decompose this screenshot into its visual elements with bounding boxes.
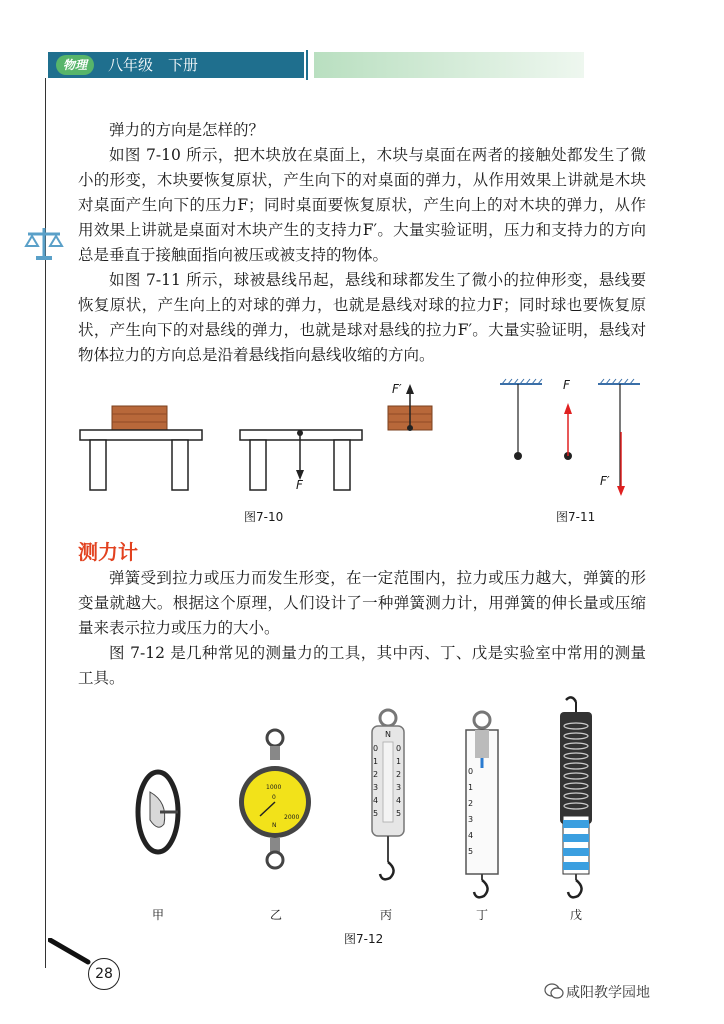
wechat-icon xyxy=(544,982,564,1000)
tick-label: 4 xyxy=(373,796,379,805)
figure-caption: 图7-10 xyxy=(244,510,284,524)
dial-text: N xyxy=(272,822,277,829)
balance-scale-icon xyxy=(24,224,64,264)
tool-label: 甲 xyxy=(152,908,165,922)
dial-text: 0 xyxy=(272,794,276,801)
tool-label: 丁 xyxy=(476,908,489,922)
tick-label: 4 xyxy=(396,796,402,805)
tick-label: 5 xyxy=(468,847,474,856)
tick-label: 4 xyxy=(468,831,474,840)
paragraph: 弹簧受到拉力或压力而发生形变，在一定范围内，拉力或压力越大，弹簧的形变量就越大。根据这个原理，人们设计了一种弹簧测力计，用弹簧的伸长量或压缩量来表示拉力或压力的大小。 xyxy=(78,569,646,637)
scale-letter: N xyxy=(385,730,391,739)
tick-label: 2 xyxy=(396,770,402,779)
tick-label: 3 xyxy=(396,783,402,792)
tick-label: 5 xyxy=(396,809,402,818)
header-separator xyxy=(306,50,308,80)
tick-label: 0 xyxy=(396,744,402,753)
scale-ticks xyxy=(396,742,404,820)
section-title: 测力计 xyxy=(78,540,138,564)
body-text-section xyxy=(78,566,646,691)
figure-7-10 xyxy=(72,378,442,498)
tick-label: 1 xyxy=(396,757,402,766)
figure-caption: 图7-11 xyxy=(556,510,596,524)
watermark-text: 咸阳教学园地 xyxy=(566,985,650,1001)
tick-label: 5 xyxy=(373,809,379,818)
tick-label: 3 xyxy=(373,783,379,792)
label-F: F xyxy=(563,378,570,392)
tick-label: 3 xyxy=(468,815,474,824)
dial-text: 2000 xyxy=(284,814,300,821)
figure-7-12 xyxy=(120,692,620,908)
tool-label: 乙 xyxy=(270,908,283,922)
label-F: F xyxy=(296,478,303,492)
paragraph: 如图 7-10 所示，把木块放在桌面上，木块与桌面在两者的接触处都发生了微小的形变，木块要恢复原状，产生向下的对桌面的弹力，从作用效果上讲就是木块对桌面产生向下的压力F；同时桌面要恢复原状，产生向上的对木块的弹力，从作用效果上讲就是桌面对木块产生的支持力F′。大量实验证明，压力和支持力的方向总是垂直于接触面指向被压或被支持的物体。 xyxy=(78,146,646,264)
tick-label: 0 xyxy=(468,767,474,776)
tick-label: 1 xyxy=(373,757,379,766)
body-text-top xyxy=(78,118,646,368)
scale-ticks xyxy=(468,764,476,860)
scale-ticks xyxy=(373,742,381,820)
dial-text: 1000 xyxy=(266,784,282,791)
page-number: 28 xyxy=(88,958,120,990)
paragraph: 图 7-12 是几种常见的测量力的工具，其中丙、丁、戊是实验室中常用的测量工具。 xyxy=(78,644,646,687)
figure-caption: 图7-12 xyxy=(344,932,384,946)
grip-dynamometer xyxy=(138,772,178,852)
tick-label: 2 xyxy=(373,770,379,779)
tick-label: 1 xyxy=(468,783,474,792)
paragraph: 弹力的方向是怎样的？ xyxy=(109,121,265,139)
tick-label: 2 xyxy=(468,799,474,808)
header-gradient xyxy=(314,52,584,78)
figure-7-11 xyxy=(490,372,650,502)
paragraph: 如图 7-11 所示，球被悬线吊起，悬线和球都发生了微小的拉伸形变，悬线要恢复原状，产生向上的对球的弹力，也就是悬线对球的拉力F；同时球也要恢复原状，产生向下的对悬线的弹力，也就是球对悬线的拉力F′。大量实验证明，悬线对物体拉力的方向总是沿着悬线指向悬线收缩的方向。 xyxy=(78,271,646,364)
tick-label: 0 xyxy=(373,744,379,753)
tool-label: 丙 xyxy=(380,908,393,922)
label-F-prime: F′ xyxy=(392,382,402,396)
subject-badge: 物理 xyxy=(56,55,94,75)
cylinder-spring-scale xyxy=(560,697,592,897)
tool-label: 戊 xyxy=(570,908,583,922)
label-F-prime: F′ xyxy=(600,474,610,488)
margin-line xyxy=(45,78,46,968)
book-title: 八年级 下册 xyxy=(108,56,199,74)
